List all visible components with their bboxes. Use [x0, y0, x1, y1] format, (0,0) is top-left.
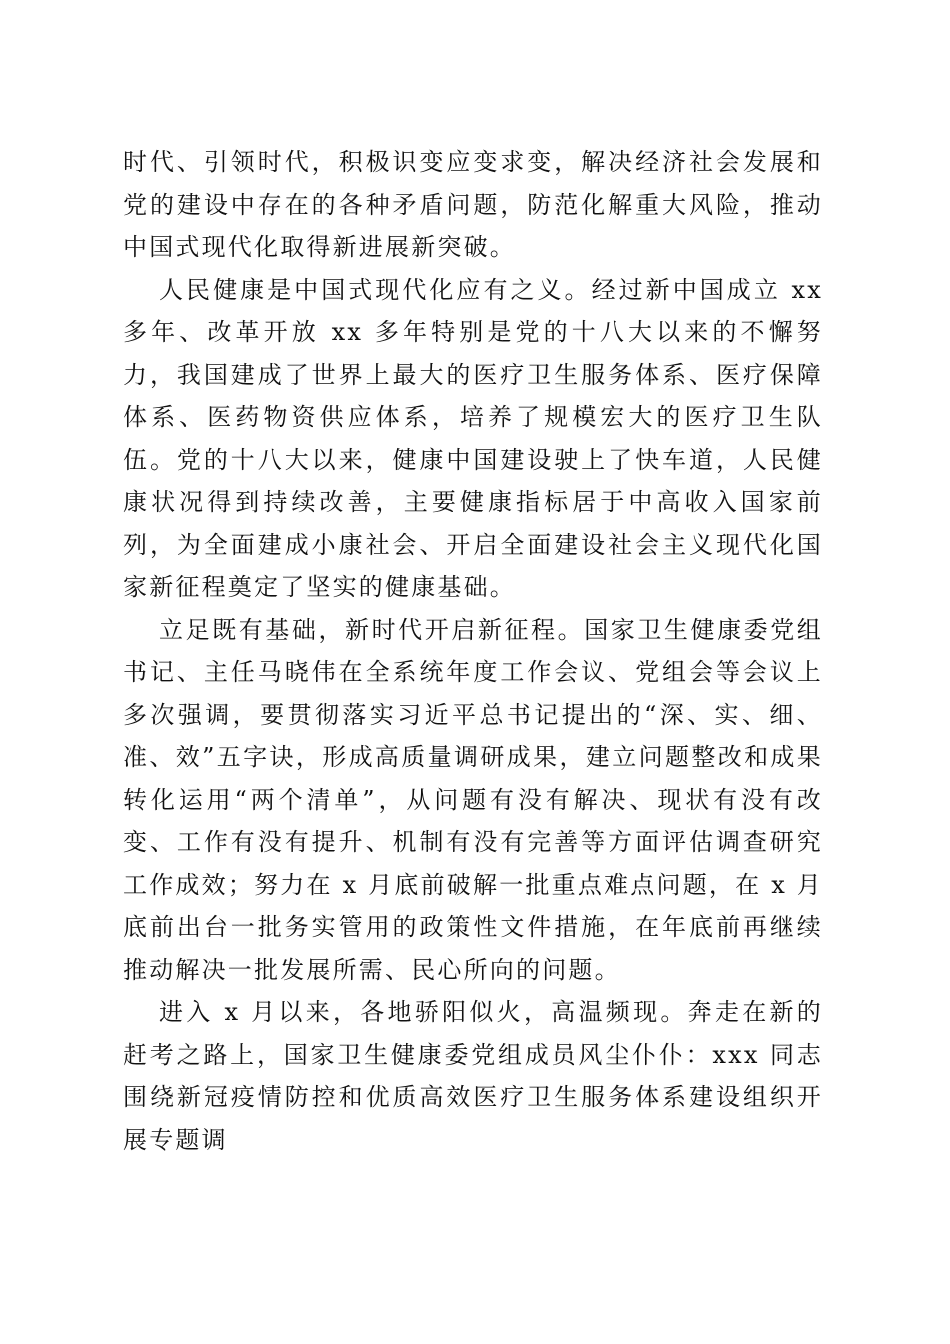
paragraph-continuation: 时代、引领时代，积极识变应变求变，解决经济社会发展和党的建设中存在的各种矛盾问题，防范化解重大风险，推动中国式现代化取得新进展新突破。	[123, 148, 823, 261]
paragraph-new-journey: 立足既有基础，新时代开启新征程。国家卫生健康委党组书记、主任马晓伟在全系统年度工作会议、党组会等会议上多次强调，要贯彻落实习近平总书记提出的“深、实、细、准、效”五字诀，形成高质量调研成果，建立问题整改和成果转化运用“两个清单”，从问题有没有解决、现状有没有改变、工作有没有提升、机制有没有完善等方面评估调查研究工作成效；努力在 x 月底前破解一批重点难点问题，在 x 月底前出台一批务实管用的政策性文件措施，在年底前再继续推动解决一批发展所需、民心所向的问题。	[123, 615, 823, 984]
document-body	[123, 141, 823, 1161]
paragraph-summer-research: 进入 x 月以来，各地骄阳似火，高温频现。奔走在新的赶考之路上，国家卫生健康委党组成员风尘仆仆：xxx 同志围绕新冠疫情防控和优质高效医疗卫生服务体系建设组织开展专题调	[123, 998, 823, 1154]
paragraph-people-health: 人民健康是中国式现代化应有之义。经过新中国成立 xx 多年、改革开放 xx 多年特别是党的十八大以来的不懈努力，我国建成了世界上最大的医疗卫生服务体系、医疗保障体系、医药物资供应体系，培养了规模宏大的医疗卫生队伍。党的十八大以来，健康中国建设驶上了快车道，人民健康状况得到持续改善，主要健康指标居于中高收入国家前列，为全面建成小康社会、开启全面建设社会主义现代化国家新征程奠定了坚实的健康基础。	[123, 275, 823, 601]
